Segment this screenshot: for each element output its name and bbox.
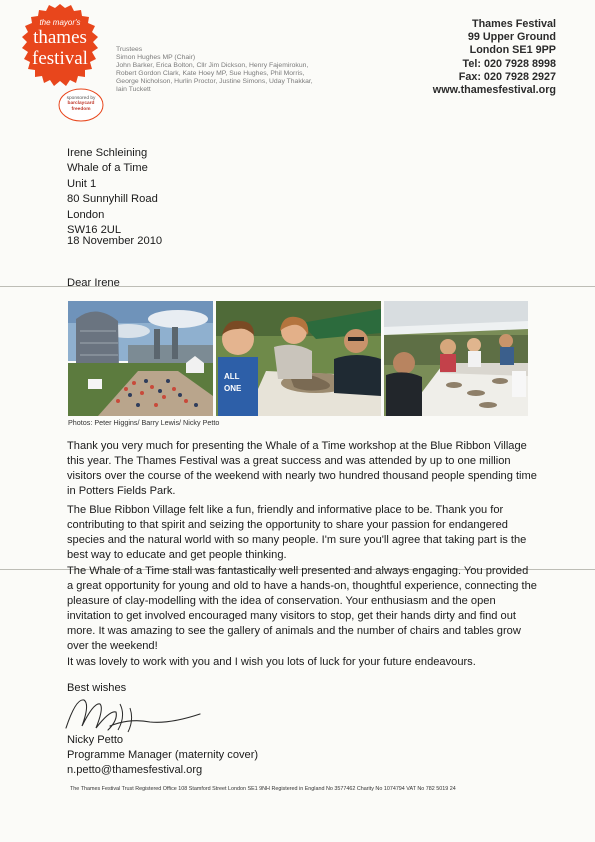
shirt-text-2: ONE <box>224 384 242 393</box>
recipient-line: 80 Sunnyhill Road <box>67 193 158 206</box>
trustees-line: Iain Tuckett <box>116 86 151 94</box>
body-paragraph-3: The Whale of a Time stall was fantastically well presented and always engaging. You provided a great opportunity for young and old to have a hands-on, thoughtful experience, connecting the pleasure of clay-modelling with the idea of conservation. Your enthusiasm and the open invitation to get involved encouraged many visitors to stop, get their hands dirty and find out more. It was amazing to see the gallery of animals and the number of chairs and tables grow over the weekend! <box>67 565 537 653</box>
sponsor-line-1: sponsored by <box>66 96 96 101</box>
recipient-line: Irene Schleining <box>67 147 148 159</box>
recipient-line: London <box>67 208 105 221</box>
signer-title: Programme Manager (maternity cover) <box>67 749 259 762</box>
sponsor-line-3: freedom <box>71 106 91 112</box>
photo-clay-modelling <box>216 301 381 416</box>
sender-address <box>410 18 556 97</box>
sender-name: Thames Festival <box>471 18 556 30</box>
recipient-line: Whale of a Time <box>67 162 148 175</box>
signer-email: n.petto@thamesfestival.org <box>67 764 203 777</box>
photo-city-hall-crowd <box>68 301 213 416</box>
sender-street: 99 Upper Ground <box>467 31 556 44</box>
photo-workshop-tables <box>384 301 528 416</box>
registration-footer: The Thames Festival Trust Registered Office 108 Stamford Street London SE1 9NH Registered in England No 3577462 Charity No 1074794 VAT No 782 5019 24 <box>70 786 456 792</box>
logo-wordmark <box>12 18 108 69</box>
sender-website: www.thamesfestival.org <box>432 84 556 97</box>
handwritten-signature <box>60 690 210 736</box>
trustees-heading: Trustees <box>116 46 143 53</box>
trustees-line: John Barker, Erica Bolton, Cllr Jim Dickson, Henry Fajemirokun, <box>116 62 309 70</box>
sponsor-text <box>60 96 102 112</box>
logo-line-2: thames <box>33 27 87 48</box>
sponsor-line-2: barclaycard <box>67 101 95 107</box>
sender-fax: Fax: 020 7928 2927 <box>458 70 556 83</box>
signer-name: Nicky Petto <box>67 734 124 746</box>
trustees-line: Simon Hughes MP (Chair) <box>116 54 196 62</box>
shirt-text-1: ALL <box>224 372 240 381</box>
sender-tel: Tel: 020 7928 8998 <box>462 57 556 70</box>
body-paragraph-1: Thank you very much for presenting the Whale of a Time workshop at the Blue Ribbon Village this year. The Thames Festival was a great success and was attended by up to one million visitors over the course of the weekend with nearly two hundred thousand people spending time in Potters Fields Park. <box>67 440 537 498</box>
photo-caption: Photos: Peter Higgins/ Barry Lewis/ Nicky Petto <box>68 418 220 427</box>
sender-city: London SE1 9PP <box>469 44 556 57</box>
body-paragraph-4: It was lovely to work with you and I wish you lots of luck for your future endeavours. <box>67 656 476 668</box>
salutation: Dear Irene <box>67 277 120 289</box>
logo-line-1: the mayor's <box>39 18 81 27</box>
letter-date: 18 November 2010 <box>67 235 163 247</box>
trustees-list <box>116 46 326 95</box>
recipient-address <box>67 146 158 238</box>
body-paragraph-2: The Blue Ribbon Village felt like a fun, friendly and informative place to be. Thank you for contributing to that spirit and seizing the opportunity to share your passion for endangered species and the natural world with so many people. I'm sure you'll agree that taking part is the best way to educate and get people thinking. <box>67 504 527 562</box>
trustees-line: George Nicholson, Hurlin Proctor, Justine Simons, Uday Thakkar, <box>116 78 313 86</box>
closing: Best wishes <box>67 682 127 694</box>
trustees-line: Robert Gordon Clark, Kate Hoey MP, Sue Hughes, Phil Morris, <box>116 70 305 78</box>
recipient-line: SW16 2UL <box>67 224 122 237</box>
logo-line-3: festival <box>32 48 88 69</box>
recipient-line: Unit 1 <box>67 177 97 190</box>
signer-block <box>67 733 258 779</box>
